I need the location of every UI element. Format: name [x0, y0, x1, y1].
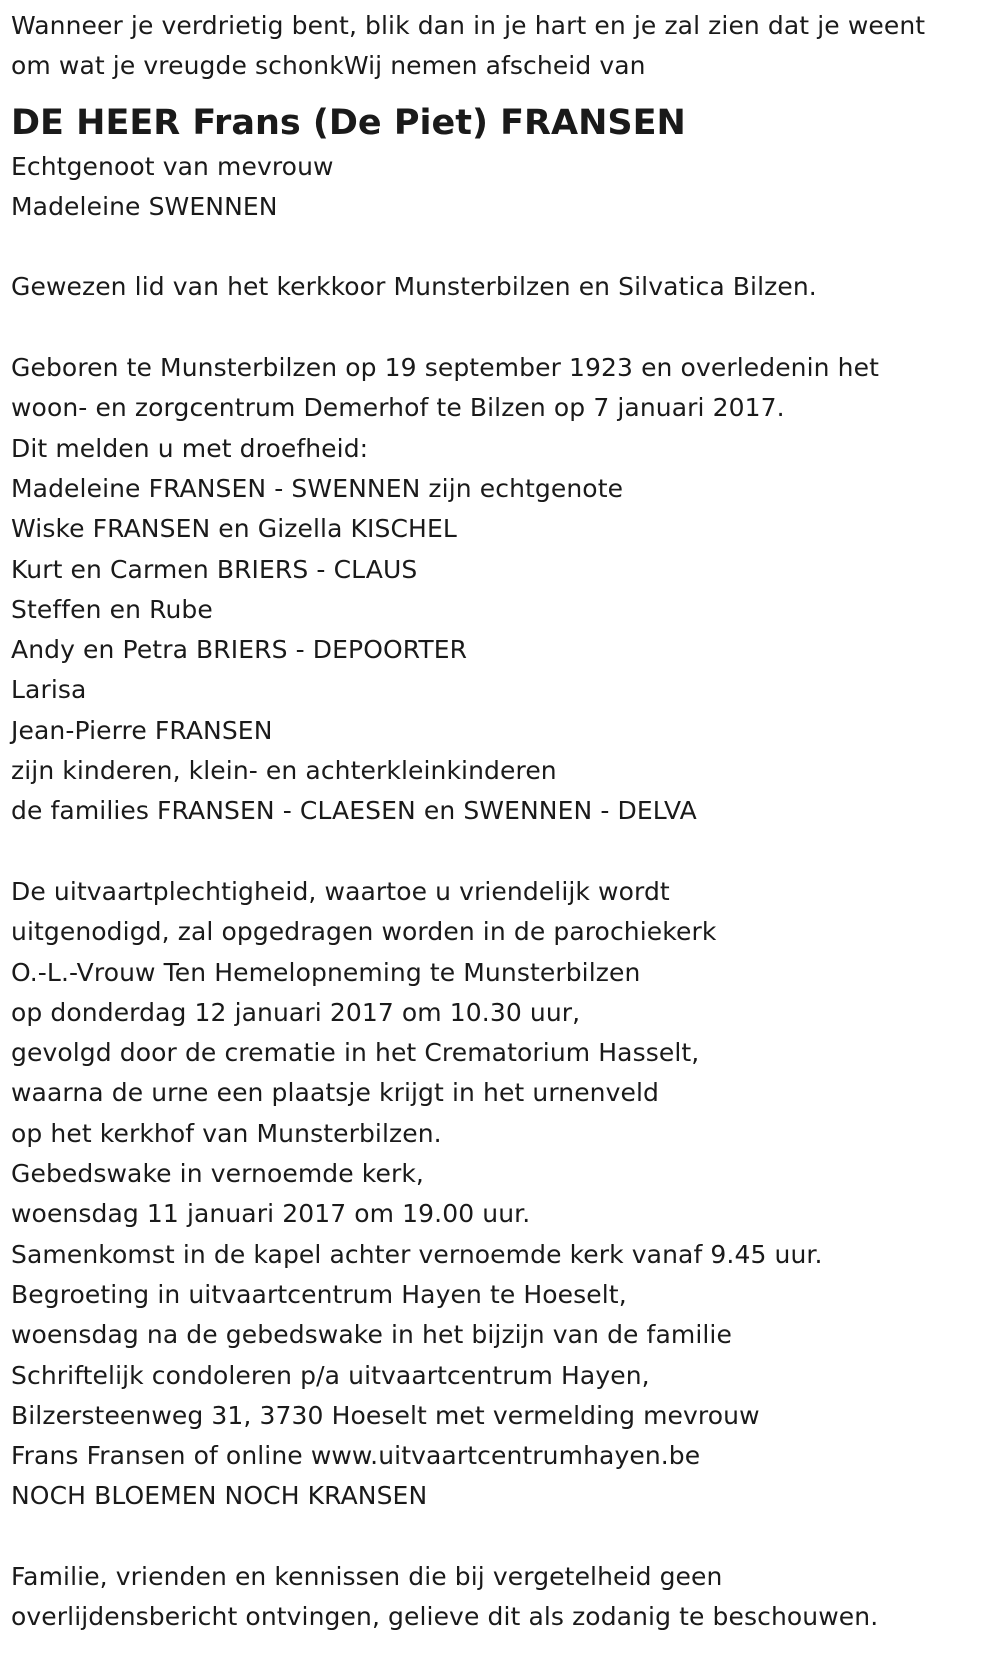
spouse-line: Echtgenoot van mevrouw	[11, 151, 334, 181]
ceremony-line: uitgenodigd, zal opgedragen worden in de parochiekerk	[11, 917, 717, 947]
family-line: Larisa	[11, 675, 87, 705]
ceremony-line: op het kerkhof van Munsterbilzen.	[11, 1118, 442, 1148]
family-line: Madeleine FRANSEN - SWENNEN zijn echtgenote	[11, 473, 624, 503]
ceremony-line: De uitvaartplechtigheid, waartoe u vriendelijk wordt	[11, 876, 670, 906]
family-list	[11, 469, 1000, 832]
spacer	[11, 832, 1000, 872]
deceased-name: DE HEER Frans (De Piet) FRANSEN	[11, 102, 686, 143]
family-line: zijn kinderen, klein- en achterkleinkinderen	[11, 756, 557, 786]
ceremony-line: Frans Fransen of online www.uitvaartcentrumhayen.be	[11, 1441, 701, 1471]
ceremony-line: woensdag na de gebedswake in het bijzijn van de familie	[11, 1320, 732, 1350]
family-line: de families FRANSEN - CLAESEN en SWENNEN - DELVA	[11, 796, 697, 826]
ceremony-line: waarna de urne een plaatsje krijgt in het urnenveld	[11, 1078, 660, 1108]
birth-death-block	[11, 348, 1000, 469]
ceremony-line: Schriftelijk condoleren p/a uitvaartcentrum Hayen,	[11, 1360, 650, 1390]
closing-block	[11, 1557, 1000, 1638]
ceremony-line: Samenkomst in de kapel achter vernoemde kerk vanaf 9.45 uur.	[11, 1239, 823, 1269]
closing-line: Familie, vrienden en kennissen die bij vergetelheid geen	[11, 1561, 723, 1591]
spouse-line: Madeleine SWENNEN	[11, 191, 278, 221]
family-line: Kurt en Carmen BRIERS - CLAUS	[11, 554, 418, 584]
ceremony-line: Bilzersteenweg 31, 3730 Hoeselt met vermelding mevrouw	[11, 1400, 760, 1430]
spacer	[11, 1517, 1000, 1557]
closing-line: overlijdensbericht ontvingen, gelieve dit als zodanig te beschouwen.	[11, 1602, 879, 1632]
ceremony-line: op donderdag 12 januari 2017 om 10.30 uur,	[11, 997, 581, 1027]
spacer	[11, 308, 1000, 348]
birth-death-line: Geboren te Munsterbilzen op 19 september 1923 en overledenin het	[11, 353, 879, 383]
ceremony-line: Begroeting in uitvaartcentrum Hayen te Hoeselt,	[11, 1279, 627, 1309]
family-line: Wiske FRANSEN en Gizella KISCHEL	[11, 514, 457, 544]
ceremony-block	[11, 872, 1000, 1517]
intro-line: Wanneer je verdrietig bent, blik dan in je hart en je zal zien dat je weent	[11, 11, 926, 40]
ceremony-line: NOCH BLOEMEN NOCH KRANSEN	[11, 1481, 428, 1511]
spacer	[11, 227, 1000, 267]
birth-death-line: woon- en zorgcentrum Demerhof te Bilzen op 7 januari 2017.	[11, 393, 785, 423]
family-line: Steffen en Rube	[11, 594, 213, 624]
birth-death-line: Dit melden u met droefheid:	[11, 433, 369, 463]
family-line: Jean-Pierre FRANSEN	[11, 715, 273, 745]
ceremony-line: woensdag 11 januari 2017 om 19.00 uur.	[11, 1199, 531, 1229]
membership-text: Gewezen lid van het kerkkoor Munsterbilzen en Silvatica Bilzen.	[11, 272, 817, 302]
spouse-block	[11, 147, 1000, 228]
ceremony-line: Gebedswake in vernoemde kerk,	[11, 1159, 424, 1189]
intro-quote	[11, 6, 1000, 87]
family-line: Andy en Petra BRIERS - DEPOORTER	[11, 635, 468, 665]
ceremony-line: gevolgd door de crematie in het Crematorium Hasselt,	[11, 1038, 700, 1068]
intro-line: om wat je vreugde schonkWij nemen afscheid van	[11, 51, 646, 81]
ceremony-line: O.-L.-Vrouw Ten Hemelopneming te Munsterbilzen	[11, 957, 641, 987]
